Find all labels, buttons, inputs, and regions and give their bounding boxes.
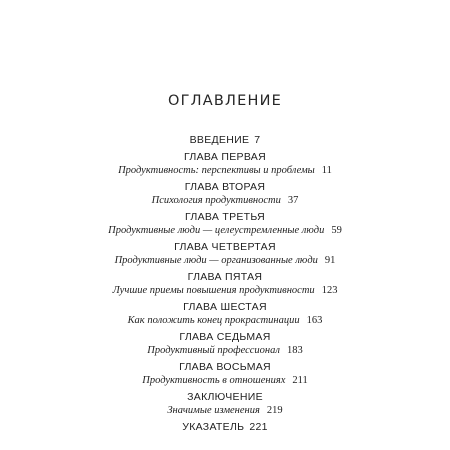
chapter-heading: ВВЕДЕНИЕ <box>189 134 250 146</box>
page-number: 183 <box>286 345 303 356</box>
chapter-subtitle: Психология продуктивности <box>151 195 281 206</box>
toc-entry-chapter-3 <box>0 211 450 237</box>
chapter-heading: ГЛАВА ШЕСТАЯ <box>183 301 267 313</box>
page-number: 123 <box>321 285 338 296</box>
toc-entry-conclusion <box>0 391 450 417</box>
subtitle-line <box>0 314 450 327</box>
chapter-heading: УКАЗАТЕЛЬ <box>182 421 245 433</box>
toc-entry-chapter-4 <box>0 241 450 267</box>
toc-entry-chapter-8 <box>0 361 450 387</box>
toc-title: ОГЛАВЛЕНИЕ <box>167 93 282 109</box>
chapter-heading: ГЛАВА ПЯТАЯ <box>187 271 263 283</box>
page-number: 163 <box>306 315 323 326</box>
chapter-heading: ГЛАВА ТРЕТЬЯ <box>184 211 265 223</box>
chapter-line <box>0 134 450 147</box>
subtitle-line <box>0 404 450 417</box>
toc-entry-chapter-6 <box>0 301 450 327</box>
subtitle-line <box>0 224 450 237</box>
chapter-heading: ГЛАВА ВТОРАЯ <box>184 181 266 193</box>
table-of-contents <box>0 134 450 438</box>
toc-entry-chapter-5 <box>0 271 450 297</box>
page-number: 211 <box>292 375 308 386</box>
page-number: 59 <box>331 225 342 236</box>
chapter-line <box>0 421 450 434</box>
page-number: 219 <box>266 405 283 416</box>
subtitle-line <box>0 284 450 297</box>
chapter-subtitle: Лучшие приемы повышения продуктивности <box>112 285 315 296</box>
toc-entry-chapter-1 <box>0 151 450 177</box>
toc-entry-index <box>0 421 450 434</box>
page-number: 221 <box>249 421 268 433</box>
chapter-subtitle: Продуктивные люди — организованные люди <box>114 255 318 266</box>
chapter-heading: ГЛАВА СЕДЬМАЯ <box>179 331 271 343</box>
toc-entry-chapter-7 <box>0 331 450 357</box>
subtitle-line <box>0 254 450 267</box>
page-number: 7 <box>254 134 261 146</box>
chapter-subtitle: Значимые изменения <box>167 405 260 416</box>
toc-entry-chapter-2 <box>0 181 450 207</box>
page-number: 37 <box>287 195 299 206</box>
chapter-heading: ГЛАВА ВОСЬМАЯ <box>179 361 271 373</box>
chapter-subtitle: Продуктивные люди — целеустремленные люди <box>108 225 325 236</box>
chapter-subtitle: Продуктивность в отношениях <box>142 375 286 386</box>
chapter-heading: ГЛАВА ЧЕТВЕРТАЯ <box>174 241 276 253</box>
subtitle-line <box>0 164 450 177</box>
subtitle-line <box>0 374 450 387</box>
subtitle-line <box>0 194 450 207</box>
chapter-heading: ГЛАВА ПЕРВАЯ <box>184 151 266 163</box>
chapter-subtitle: Как положить конец прокрастинации <box>127 315 300 326</box>
chapter-subtitle: Продуктивный профессионал <box>147 345 280 356</box>
page-number: 91 <box>324 255 336 266</box>
subtitle-line <box>0 344 450 357</box>
chapter-heading: ЗАКЛЮЧЕНИЕ <box>187 391 263 403</box>
chapter-subtitle: Продуктивность: перспективы и проблемы <box>118 165 315 176</box>
toc-entry-introduction <box>0 134 450 147</box>
page-number: 11 <box>321 165 332 176</box>
